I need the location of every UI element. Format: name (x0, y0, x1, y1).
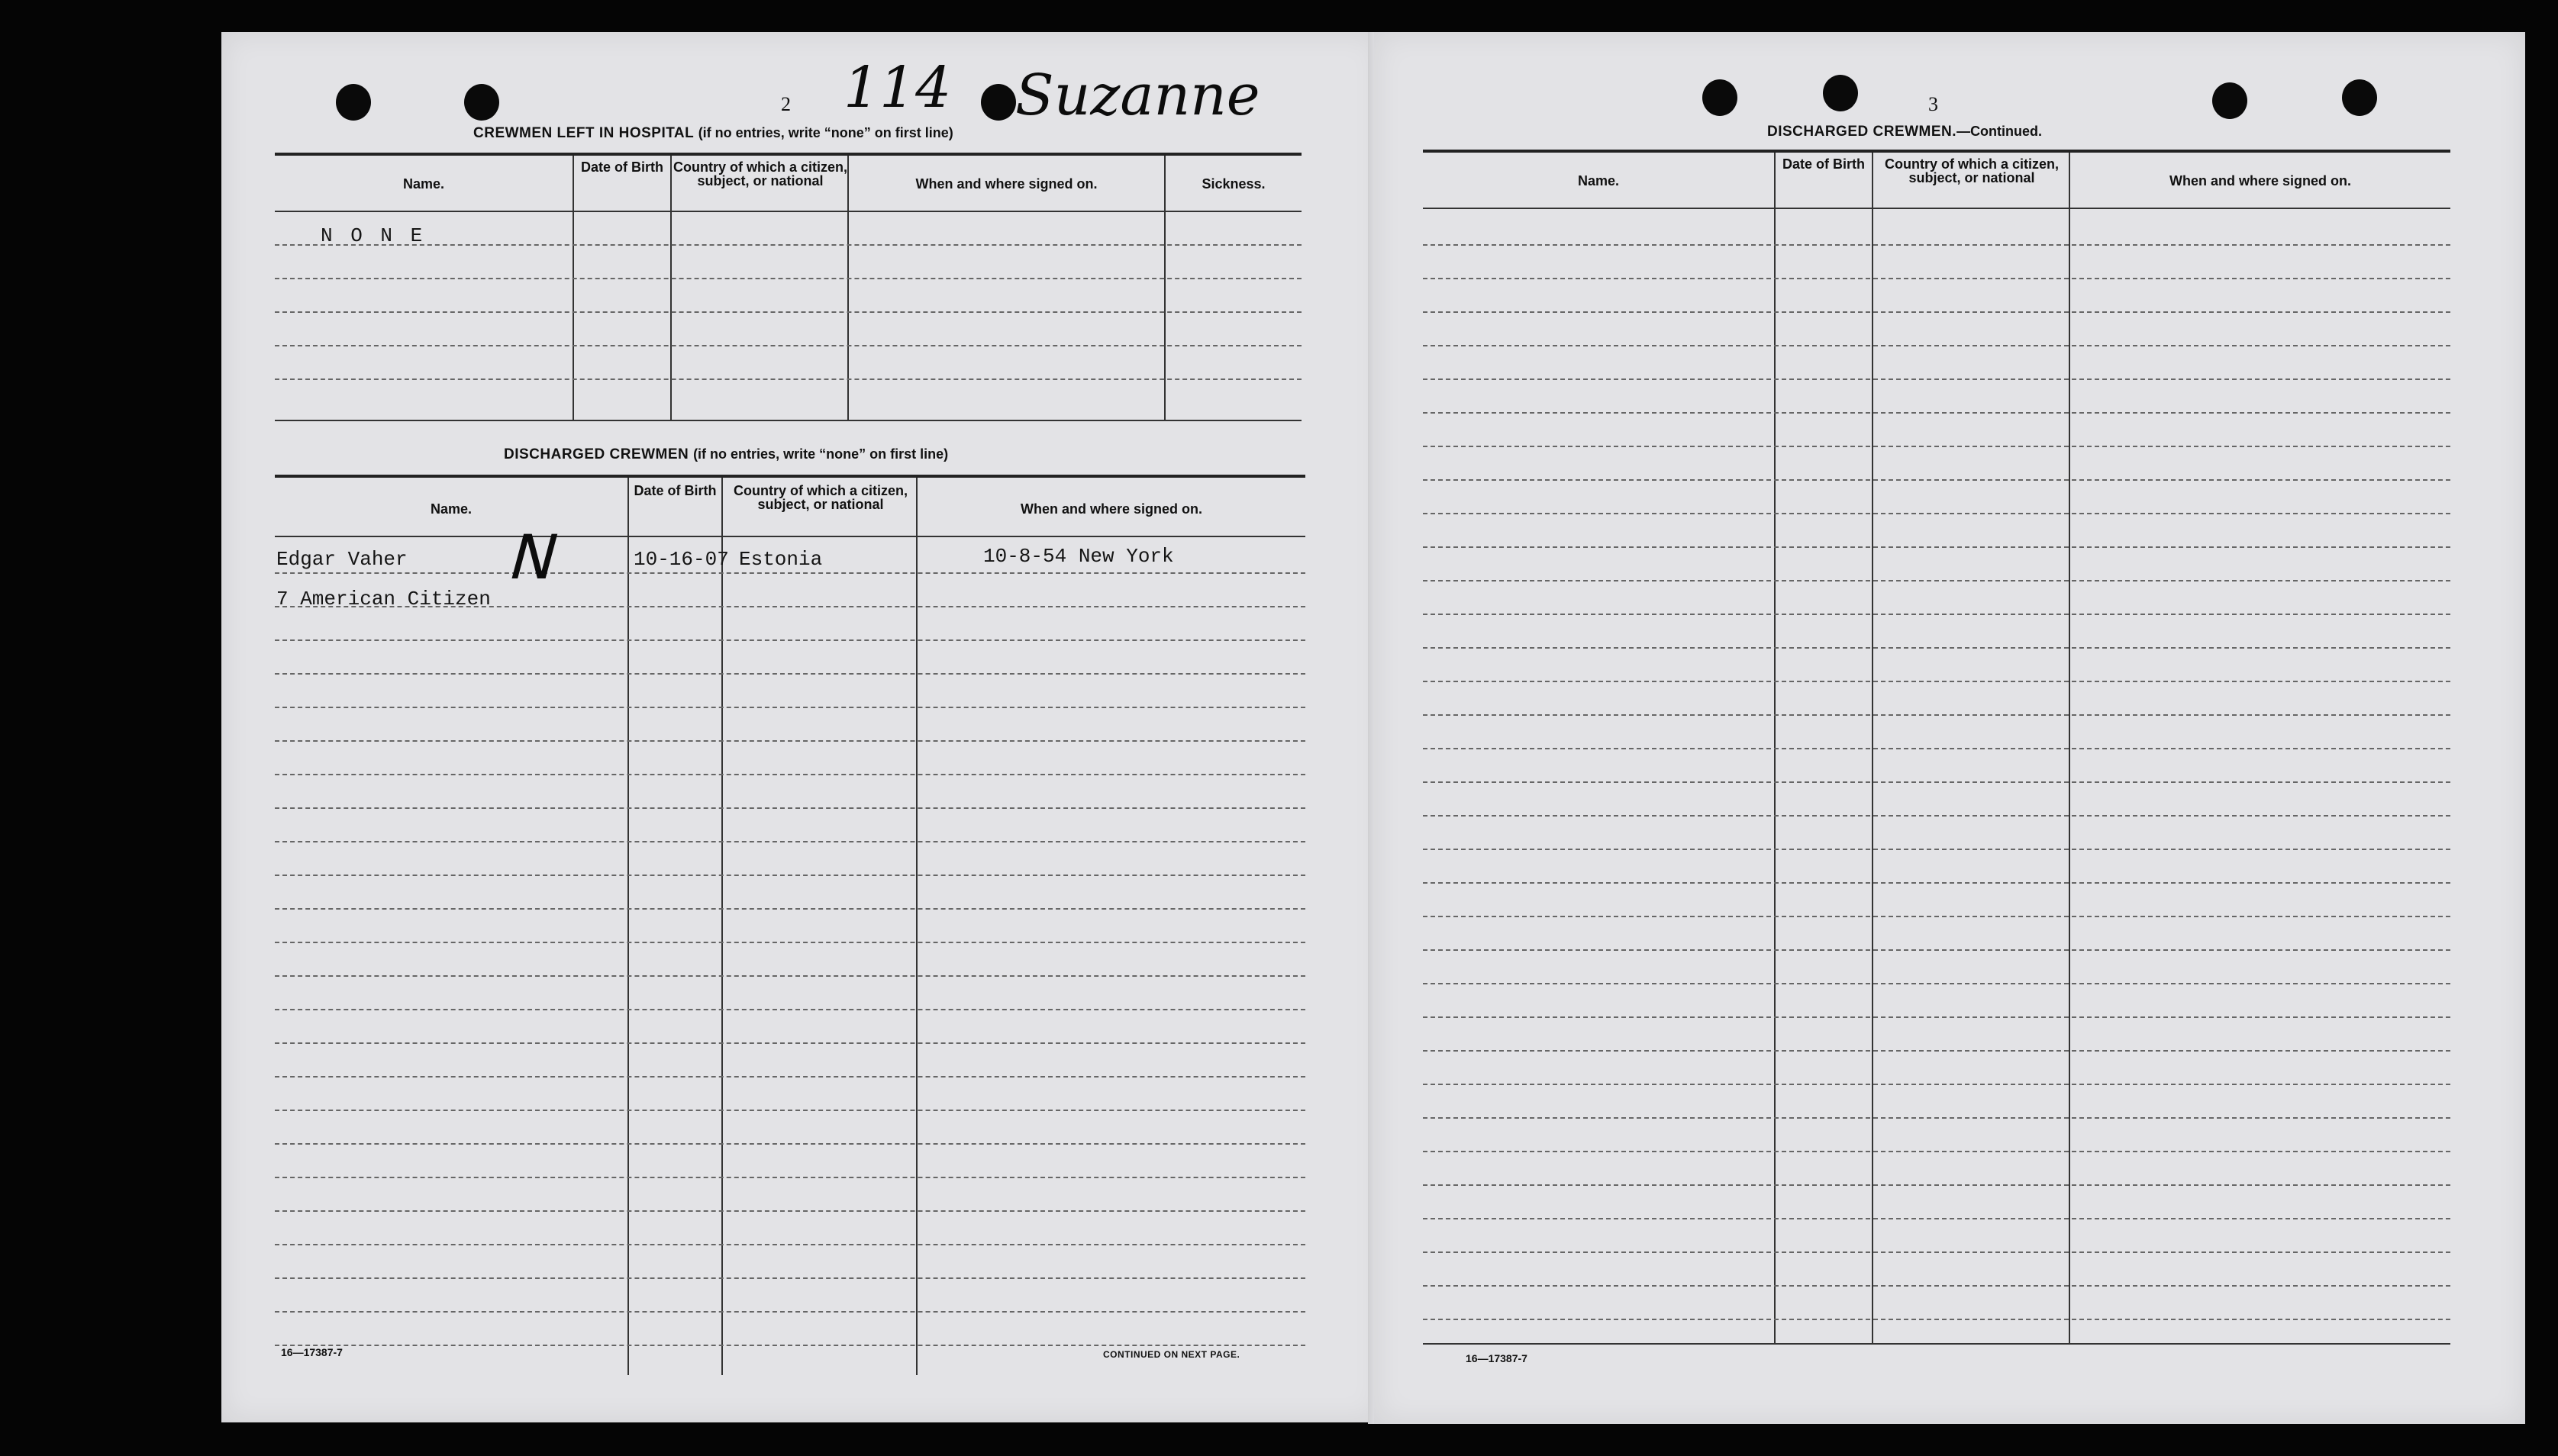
ruled-line (1423, 1184, 2450, 1186)
ruled-line (1423, 311, 2450, 313)
ruled-line (1423, 580, 2450, 581)
punch-hole (464, 84, 499, 121)
column-divider (847, 156, 849, 420)
ruled-line (275, 1110, 1305, 1111)
hospital-table (275, 153, 1302, 424)
table-rule (1423, 150, 2450, 153)
table-rule (275, 153, 1302, 156)
table-rule (1423, 1343, 2450, 1345)
ruled-line (1423, 916, 2450, 917)
ruled-line (1423, 681, 2450, 682)
ruled-line (1423, 849, 2450, 850)
ruled-line (275, 1143, 1305, 1145)
right-page (1374, 32, 2525, 1424)
ruled-line (1423, 647, 2450, 649)
handwritten-name: Suzanne (1015, 63, 1260, 128)
punch-hole (2212, 82, 2247, 119)
column-header-name: Name. (1577, 173, 1620, 188)
ruled-line (1423, 949, 2450, 951)
ruled-line (1423, 1084, 2450, 1085)
ruled-line (1423, 983, 2450, 984)
table-rule (275, 211, 1302, 212)
ruled-line (1423, 1285, 2450, 1287)
ruled-line (275, 740, 1305, 742)
crewman-country: Estonia (739, 548, 823, 571)
ruled-line (275, 278, 1302, 279)
ruled-line (275, 1042, 1305, 1044)
ruled-line (275, 1210, 1305, 1212)
crewman-name: 7 American Citizen (276, 588, 491, 610)
ruled-line (1423, 1251, 2450, 1253)
column-header-sickness: Sickness. (1202, 176, 1266, 192)
ruled-line (275, 673, 1305, 675)
ruled-line (1423, 1319, 2450, 1320)
ruled-line (1423, 412, 2450, 414)
left-page (221, 32, 1382, 1422)
ruled-line (275, 1244, 1305, 1245)
discharged-continued-title: DISCHARGED CREWMEN.—Continued. (1767, 124, 2043, 140)
check-mark: N (502, 522, 567, 593)
table-rule (275, 475, 1305, 478)
column-header-name: Name. (430, 501, 473, 517)
ruled-line (275, 345, 1302, 346)
ruled-line (1423, 714, 2450, 716)
column-header-dob: Date of Birth (634, 483, 717, 498)
column-divider (721, 478, 723, 1375)
column-header-dob: Date of Birth (1782, 156, 1865, 172)
ruled-line (1423, 781, 2450, 783)
hospital-entry: N O N E (321, 224, 426, 247)
table-rule (1423, 208, 2450, 209)
ruled-line (275, 875, 1305, 876)
form-code: 16—17387-7 (1466, 1352, 1527, 1364)
ruled-line (275, 942, 1305, 943)
handwritten-number: 114 (844, 55, 952, 121)
punch-hole (1702, 79, 1737, 116)
ruled-line (275, 975, 1305, 977)
ruled-line (1423, 1016, 2450, 1018)
ruled-line (1423, 1050, 2450, 1052)
ruled-line (275, 774, 1305, 775)
column-divider (1164, 156, 1166, 420)
discharged-continued-table (1423, 150, 2450, 1348)
ruled-line (1423, 1117, 2450, 1119)
continued-note: CONTINUED ON NEXT PAGE. (1103, 1349, 1240, 1360)
punch-hole (2342, 79, 2377, 116)
column-header-dob: Date of Birth (581, 159, 663, 175)
ruled-line (275, 1076, 1305, 1078)
ruled-line (275, 1277, 1305, 1279)
ruled-line (275, 908, 1305, 910)
ruled-line (275, 707, 1305, 708)
ruled-line (1423, 546, 2450, 548)
ruled-line (275, 378, 1302, 380)
column-divider (670, 156, 672, 420)
column-header-name: Name. (402, 176, 445, 192)
ruled-line (1423, 513, 2450, 514)
ruled-line (1423, 378, 2450, 380)
punch-hole (981, 84, 1016, 121)
ruled-line (275, 1311, 1305, 1313)
ruled-line (1423, 1151, 2450, 1152)
page-number: 3 (1928, 93, 1938, 115)
crewman-signed-on: 10-8-54 New York (983, 545, 1174, 568)
ruled-line (275, 1009, 1305, 1010)
ruled-line (1423, 479, 2450, 481)
form-code: 16—17387-7 (281, 1346, 343, 1358)
ruled-line (1423, 614, 2450, 615)
ruled-line (275, 841, 1305, 842)
column-divider (573, 156, 574, 420)
punch-hole (1823, 75, 1858, 111)
ruled-line (275, 244, 1302, 246)
ruled-line (1423, 244, 2450, 246)
ruled-line (1423, 345, 2450, 346)
column-header-signed-on: When and where signed on. (915, 176, 1098, 192)
crewman-dob: 10-16-07 (634, 548, 729, 571)
table-rule (275, 420, 1302, 421)
column-header-country: Country of which a citizen, subject, or national (1884, 156, 2059, 185)
ruled-line (1423, 748, 2450, 749)
table-rule (275, 536, 1305, 537)
ruled-line (1423, 278, 2450, 279)
ruled-line (275, 1177, 1305, 1178)
punch-hole (336, 84, 371, 121)
discharged-section-title: DISCHARGED CREWMEN (if no entries, write “none” on first line) (504, 446, 949, 462)
ruled-line (275, 639, 1305, 641)
column-divider (916, 478, 918, 1375)
discharged-table (275, 475, 1305, 1375)
ruled-line (275, 572, 1305, 574)
ruled-line (275, 311, 1302, 313)
page-number: 2 (781, 93, 791, 115)
hospital-section-title: CREWMEN LEFT IN HOSPITAL (if no entries, write “none” on first line) (473, 125, 953, 141)
column-header-signed-on: When and where signed on. (2169, 173, 2352, 188)
ruled-line (1423, 446, 2450, 447)
ruled-line (275, 807, 1305, 809)
column-header-country: Country of which a citizen, subject, or national (673, 159, 848, 188)
ruled-line (1423, 815, 2450, 817)
ruled-line (275, 1345, 1305, 1346)
column-header-signed-on: When and where signed on. (1020, 501, 1203, 517)
ruled-line (1423, 882, 2450, 884)
crewman-name: Edgar Vaher (276, 548, 408, 571)
column-divider (627, 478, 629, 1375)
column-header-country: Country of which a citizen, subject, or national (733, 483, 908, 512)
ruled-line (1423, 1218, 2450, 1219)
